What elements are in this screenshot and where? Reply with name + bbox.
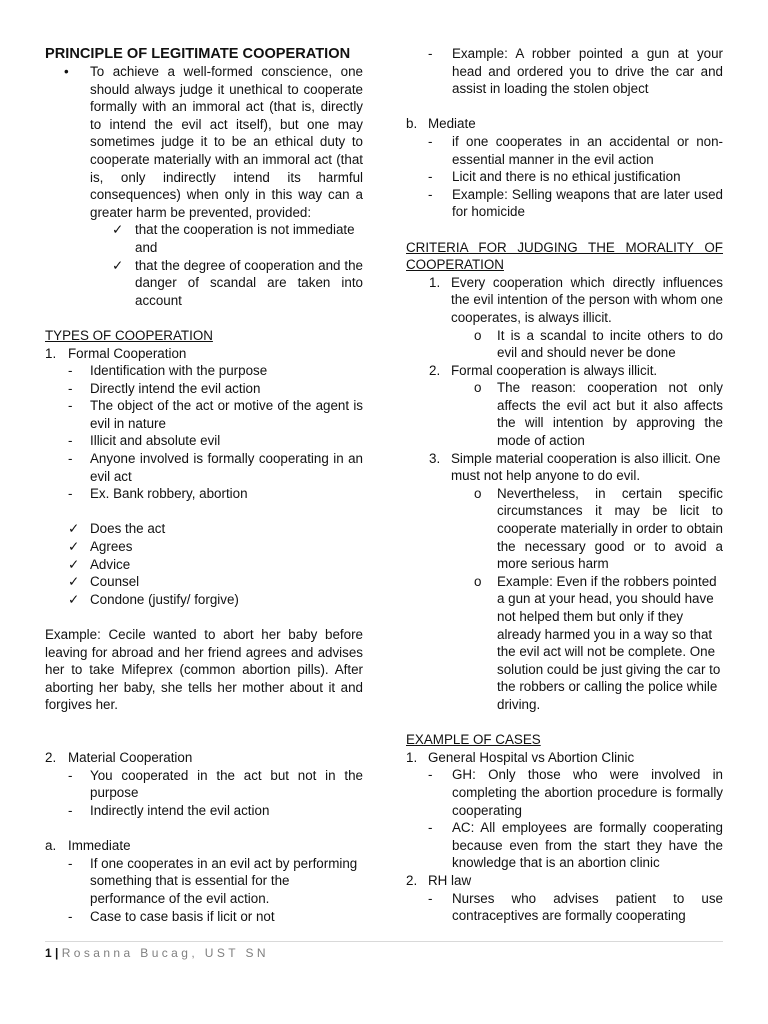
immediate-example: - Example: A robber pointed a gun at your head and ordered you to drive the car and assist in loading the stolen object xyxy=(428,46,723,97)
proviso-item: ✓ that the degree of cooperation and the danger of scandal are taken into account xyxy=(112,257,363,308)
check-item: ✓ Advice xyxy=(68,556,131,572)
criterion-item: 1. Every cooperation which directly influences the evil intention of the person with whom one cooperates, is always illicit. o It is a scandal to incite others to do evil and should never be done xyxy=(429,274,723,361)
proviso-item: ✓ that the cooperation is not immediate and xyxy=(112,222,355,255)
check-icon: ✓ xyxy=(112,257,124,273)
footer-author: Rosanna Bucag, UST SN xyxy=(61,946,269,960)
list-item: - Indirectly intend the evil action xyxy=(68,802,270,818)
check-icon: ✓ xyxy=(112,222,124,238)
dash-marker: - xyxy=(68,802,73,818)
dash-marker: - xyxy=(68,380,73,396)
cases-heading: EXAMPLE OF CASES xyxy=(406,732,541,748)
circle-marker: o xyxy=(474,485,482,501)
formal-heading: 1. Formal Cooperation xyxy=(45,345,187,361)
dash-marker: - xyxy=(428,890,433,906)
criterion-item: 2. Formal cooperation is always illicit. o The reason: cooperation not only affects the evil act but it also affects the will intention by approving the mode of action xyxy=(429,362,723,449)
intro-text: To achieve a well-formed conscience, one should always judge it unethical to cooperate formally with an immoral act (that is, directly to intend the evil act itself), but one may sometimes judge it to be an ethical duty to cooperate materially with an immoral act (that is, only indirectly intend its harmful consequences) when only in this way can a greater harm be prevented, provided: xyxy=(90,64,363,220)
footer-separator: | xyxy=(55,946,59,960)
dash-marker: - xyxy=(428,186,433,202)
material-list xyxy=(68,767,363,820)
list-item: - Directly intend the evil action xyxy=(68,380,261,396)
dash-marker: - xyxy=(68,908,73,924)
dash-marker: - xyxy=(428,169,433,185)
list-item: - Anyone involved is formally cooperating in an evil act xyxy=(68,451,363,484)
mediate-heading: b. Mediate xyxy=(406,116,476,132)
criteria-list xyxy=(429,274,723,714)
list-item: - Ex. Bank robbery, abortion xyxy=(68,486,248,502)
case-item: 1. General Hospital vs Abortion Clinic - GH: Only those who were involved in completing the abortion procedure is formally cooperating - AC: All employees are formally cooperating because even from the start they have the knowledge that is an abortion clinic xyxy=(406,749,723,871)
dash-marker: - xyxy=(428,767,433,783)
dash-marker: - xyxy=(68,855,73,871)
example-paragraph: Example: Cecile wanted to abort her baby before leaving for abroad and her friend agrees and advises her to take Mifeprex (common abortion pills). After aborting her baby, she tells her mother about it and forgives her. xyxy=(45,627,363,713)
immediate-list xyxy=(68,855,363,925)
immediate-heading: a. Immediate xyxy=(45,838,131,854)
dash-marker: - xyxy=(428,820,433,836)
material-heading: 2. Material Cooperation xyxy=(45,750,193,766)
dash-marker: - xyxy=(428,46,433,61)
list-item: - The object of the act or motive of the agent is evil in nature xyxy=(68,398,363,431)
list-item: - Identification with the purpose xyxy=(68,363,268,379)
bullet-marker: • xyxy=(64,64,69,79)
types-heading: TYPES OF COOPERATION xyxy=(45,327,213,343)
list-item: - If one cooperates in an evil act by performing something that is essential for the performance of the evil action. xyxy=(68,855,358,906)
dash-marker: - xyxy=(68,363,73,379)
dash-marker: - xyxy=(68,433,73,449)
formal-checklist xyxy=(68,520,363,608)
left-column xyxy=(45,45,363,925)
list-item: - Illicit and absolute evil xyxy=(68,433,221,449)
check-icon: ✓ xyxy=(68,574,80,590)
check-icon: ✓ xyxy=(68,591,80,607)
list-item: - You cooperated in the act but not in the purpose xyxy=(68,767,363,801)
mediate-list xyxy=(428,133,723,221)
dash-marker: - xyxy=(428,133,433,149)
page-number: 1 xyxy=(45,946,52,960)
dash-marker: - xyxy=(68,767,73,783)
list-item: - Example: Selling weapons that are later used for homicide xyxy=(428,186,723,220)
check-icon: ✓ xyxy=(68,539,80,555)
intro-bullet xyxy=(64,63,363,221)
cases-list xyxy=(406,749,723,925)
case-item: 2. RH law - Nurses who advises patient to use contraceptives are formally cooperating xyxy=(406,872,723,924)
check-icon: ✓ xyxy=(68,521,80,537)
check-icon: ✓ xyxy=(68,556,80,572)
check-item: ✓ Agrees xyxy=(68,539,133,555)
dash-marker: - xyxy=(68,486,73,502)
right-column xyxy=(406,45,723,925)
criterion-item: 3. Simple material cooperation is also illicit. One must not help anyone to do evil. o Nevertheless, in certain specific circumstances it may be licit to cooperate materially in order to obtain the necessary good or to avoid a more serious harm o Example: Even if the robbers pointed a gun at your head, you should have not helped them but only if they already harmed you in a way so that the evil act will not be complete. One solution could be just giving the car to the robbers or calling the police while driving. xyxy=(429,450,723,712)
circle-marker: o xyxy=(474,573,482,589)
formal-list xyxy=(68,362,363,503)
check-item: ✓ Counsel xyxy=(68,574,140,590)
dash-marker: - xyxy=(68,398,73,414)
provisos-list xyxy=(112,221,363,309)
page-footer xyxy=(45,941,723,961)
list-item: - if one cooperates in an accidental or non-essential manner in the evil action xyxy=(428,133,723,167)
circle-marker: o xyxy=(474,380,482,396)
circle-marker: o xyxy=(474,327,482,343)
criteria-heading: CRITERIA FOR JUDGING THE MORALITY OF COOPERATION xyxy=(406,239,723,273)
page-title: PRINCIPLE OF LEGITIMATE COOPERATION xyxy=(45,46,351,62)
list-item: - Licit and there is no ethical justification xyxy=(428,169,681,185)
check-item: ✓ Does the act xyxy=(68,521,166,537)
check-item: ✓ Condone (justify/ forgive) xyxy=(68,591,239,607)
list-item: - Case to case basis if licit or not xyxy=(68,908,275,924)
dash-marker: - xyxy=(68,451,73,467)
